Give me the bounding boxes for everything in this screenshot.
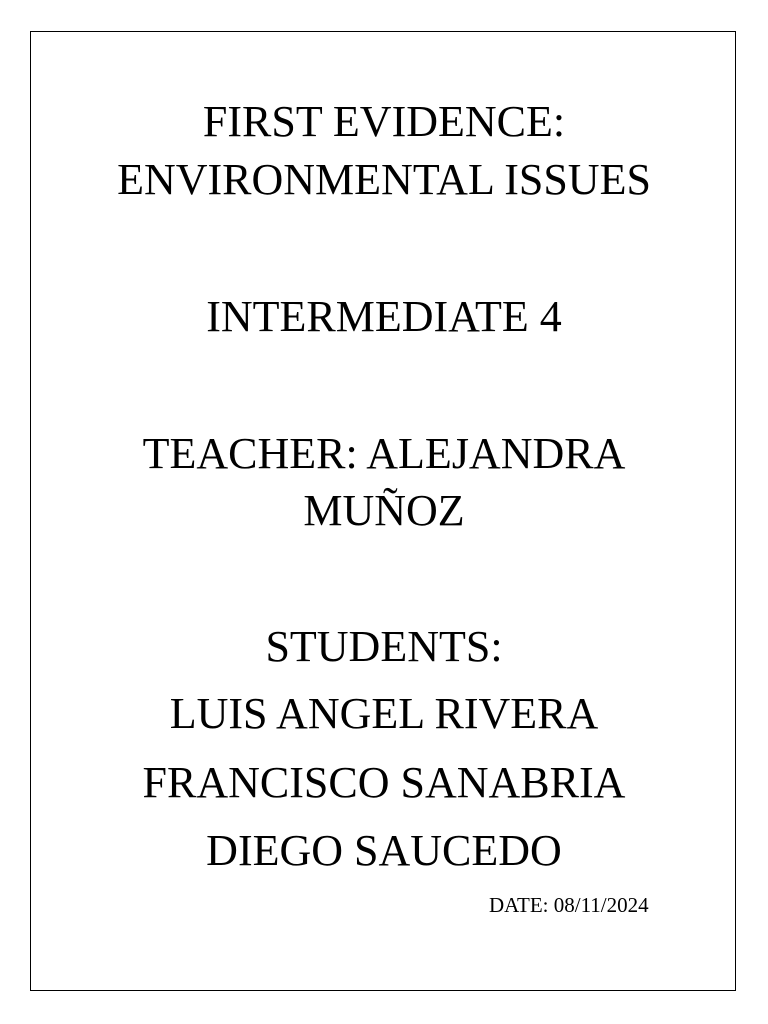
date-text: DATE: 08/11/2024 xyxy=(489,893,649,917)
title-line-1: FIRST EVIDENCE: xyxy=(202,97,566,146)
student-name: FRANCISCO SANABRIA xyxy=(142,758,626,807)
title-line-2: ENVIRONMENTAL ISSUES xyxy=(117,155,651,204)
student-name: LUIS ANGEL RIVERA xyxy=(169,689,599,738)
course-level: INTERMEDIATE 4 xyxy=(206,292,562,341)
teacher-line-1: TEACHER: ALEJANDRA xyxy=(142,429,626,478)
student-name: DIEGO SAUCEDO xyxy=(206,826,562,875)
students-label: STUDENTS: xyxy=(265,622,503,671)
teacher-line-2: MUÑOZ xyxy=(303,486,465,535)
